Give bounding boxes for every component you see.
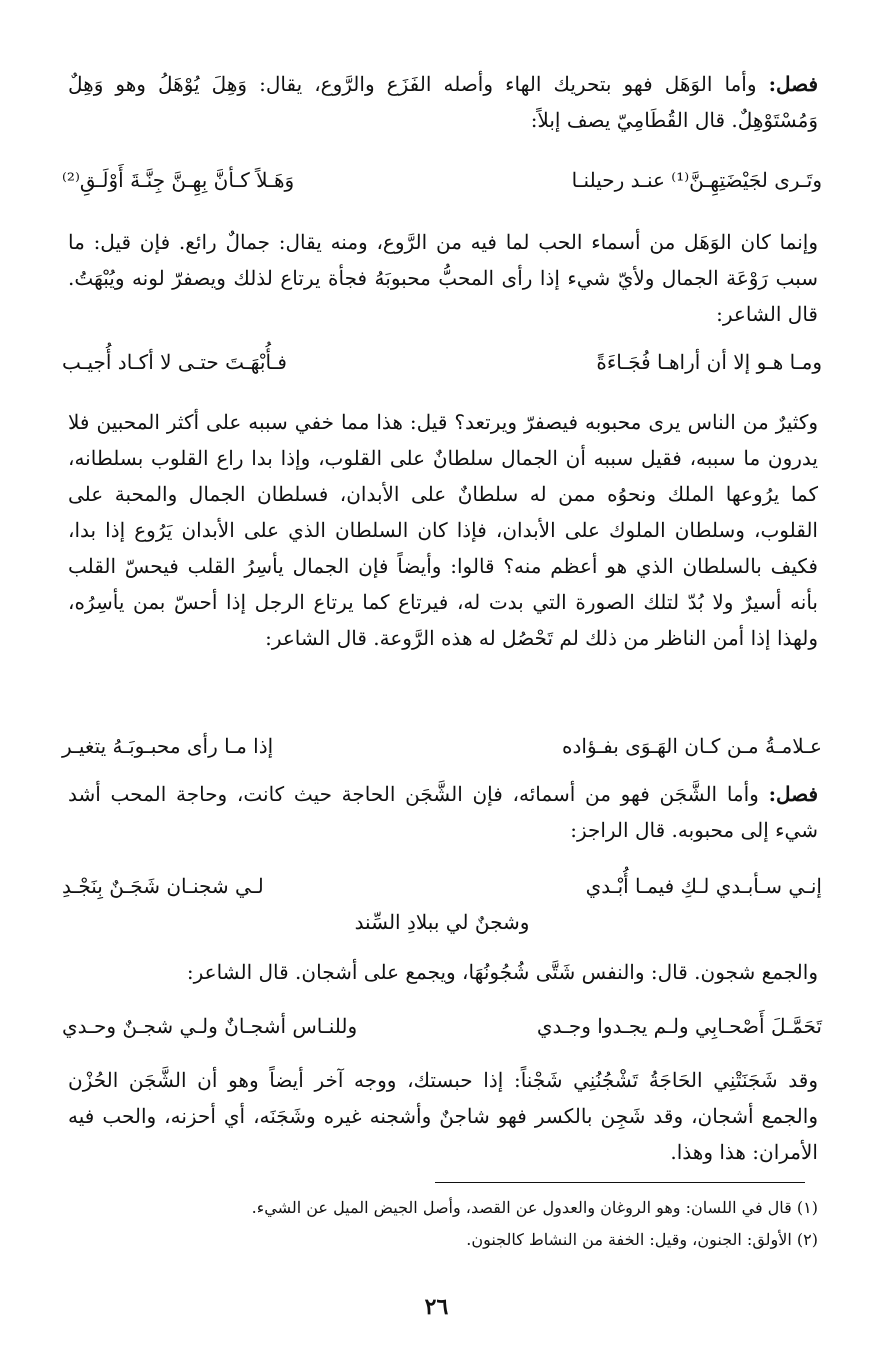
verse-first-hemistich: ومـا هـو إلا أن أراهـا فُجَـاءَةً <box>596 350 822 374</box>
verse-rajaz <box>62 868 822 934</box>
verse-second-hemistich: وَهَـلاً كـأنَّ بِهِـنَّ جِنَّـةَ أَوْلَـقِ⁽²⁾ <box>62 168 295 192</box>
paragraph-raw: وإنما كان الوَهَل من أسماء الحب لما فيه من الرَّوع، ومنه يقال: جمالٌ رائع. فإن قيل: ما سبب رَوْعَة الجمال ولأيّ شيء إذا رأى المحبُّ محبوبَهُ فجأة يرتاع لذلك ويصفرّ لونه ويُبْهَتُ. قال الشاعر: <box>68 230 818 326</box>
verse-first-hemistich: إنـي سـأبـدي لـكِ فيمـا أُبْـدي <box>585 874 822 898</box>
verse-third-line: وشجنٌ لي ببلادِ السِّند <box>354 910 530 934</box>
paragraph-shajanatni: وقد شَجَنَتْنِي الحَاجَةُ تَشْجُنُنِي شَجْناً: إذا حبستك، ووجه آخر أيضاً وهو أن الشَّجَن الحُزْن والجمع أشجان، وقد شَجِن بالكسر فهو شاجنٌ وأشجنه غيره وشَجَنَه، أي أحزنه، والحب فيه الأمران: هذا وهذا. <box>68 1068 818 1164</box>
footnote-1: (١) قال في اللسان: وهو الروغان والعدول عن القصد، وأصل الجيض الميل عن الشيء. <box>251 1198 818 1217</box>
verse-alama <box>62 728 822 764</box>
verse-second-hemistich: فـأُبْهَـتَ حتـى لا أكـاد أُجيـب <box>62 350 287 374</box>
verse-second-hemistich: وللنـاس أشجـانٌ ولـي شجـنٌ وحـدي <box>62 1014 358 1038</box>
section-wahal <box>68 66 818 138</box>
verse-second-hemistich: إذا مـا رأى محبـوبَـهُ يتغيـر <box>62 734 274 758</box>
section-shajan <box>68 776 818 848</box>
verse-ashjan <box>62 1008 822 1044</box>
verse-first-hemistich: عـلامـةُ مـن كـان الهَـوَى بفـؤاده <box>562 734 822 758</box>
paragraph-plural: والجمع شجون. قال: والنفس شَتَّى شُجُونُهَا، ويجمع على أشجان. قال الشاعر: <box>186 960 818 984</box>
paragraph-beauty-power: وكثيرٌ من الناس يرى محبوبه فيصفرّ ويرتعد؟ قيل: هذا مما خفي سببه على أكثر المحبين فلا يدرون ما سببه، فقيل سببه أن الجمال سلطانٌ على القلوب، وإذا بدا راع القلوب بسلطانه، كما يرُوعها الملك ونحوُه ممن له سلطانٌ على الأبدان، فسلطان الجمال والمحبة على القلوب، وسلطان الملوك على الأبدان، فإذا كان السلطان الذي على الأبدان يَرُوع إذا بدا، فكيف بالسلطان الذي هو أعظم منه؟ قالوا: وأيضاً فإن الجمال يأسِرُ القلب فيحسّ القلب بأنه أسيرٌ ولا بُدّ لتلك الصورة التي بدت له، فيرتاع كما يرتاع الرجل إذا أحسّ بمن يأسِرُه، ولهذا إذا أمن الناظر من ذلك لم تَحْصُل له هذه الرَّوعة. قال الشاعر: <box>68 410 818 650</box>
footnote-2: (٢) الأولق: الجنون، وقيل: الخفة من النشاط كالجنون. <box>466 1230 818 1249</box>
verse-second-hemistich: لـي شجنـان شَجَـنٌ بِنَجْـدِ <box>62 874 264 898</box>
section-text: وأما الشَّجَن فهو من أسمائه، فإن الشَّجَن الحاجة حيث كانت، وحاجة المحب أشد شيء إلى محبوبه. قال الراجز: <box>68 782 818 842</box>
verse-qutami <box>62 162 822 198</box>
verse-first-hemistich: تَحَمَّـلَ أَصْحـابِي ولـم يجـدوا وجـدي <box>536 1014 822 1038</box>
page-number: ٢٦ <box>424 1294 449 1320</box>
verse-fujaa <box>62 344 822 380</box>
section-text: وأما الوَهَل فهو بتحريك الهاء وأصله الفَزَع والرَّوع، يقال: وَهِلَ يُوْهَلُ وهو وَهِلٌ وَمُسْتَوْهِلٌ. قال القُطَامِيّ يصف إبلاً: <box>68 72 818 132</box>
verse-first-hemistich: وتَـرى لجَيْضَتِهِـنَّ⁽¹⁾ عنـد رحيلنـا <box>571 168 822 192</box>
section-label: فصل: <box>768 782 819 806</box>
section-label: فصل: <box>768 72 819 96</box>
footnote-separator <box>435 1182 805 1183</box>
